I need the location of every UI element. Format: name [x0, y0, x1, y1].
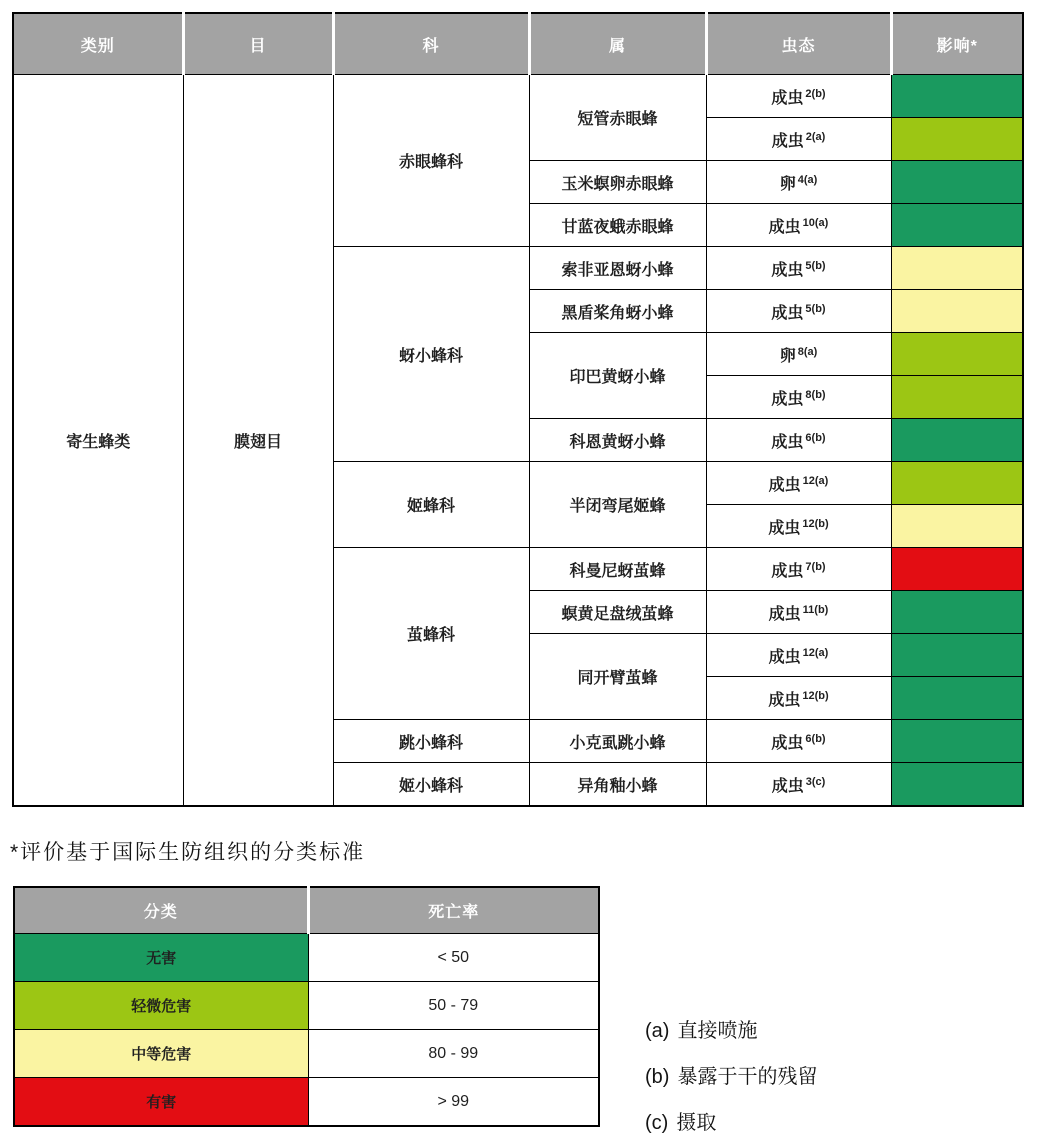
- stage-label: 成虫: [768, 605, 801, 623]
- stage-label: 成虫: [771, 132, 804, 150]
- stage-superscript: 7(b): [805, 560, 826, 573]
- impact-color-cell: [891, 376, 1023, 419]
- stage-superscript: 6(b): [805, 732, 826, 745]
- genus-cell: 科曼尼蚜茧蜂: [529, 548, 706, 591]
- stage-label: 成虫: [771, 777, 804, 795]
- exposure-note-c: [645, 1106, 817, 1135]
- column-header-category: 类别: [13, 13, 183, 75]
- column-header-order: 目: [183, 13, 333, 75]
- stage-cell: [706, 462, 891, 505]
- stage-cell: [706, 548, 891, 591]
- stage-label: 成虫: [768, 648, 801, 666]
- stage-cell: [706, 763, 891, 807]
- genus-cell: 玉米螟卵赤眼蜂: [529, 161, 706, 204]
- column-header-family: 科: [333, 13, 529, 75]
- exposure-notes: [645, 1014, 817, 1135]
- stage-superscript: 4(a): [797, 173, 818, 186]
- stage-superscript: 8(a): [797, 345, 818, 358]
- stage-superscript: 8(b): [805, 388, 826, 401]
- stage-cell: [706, 161, 891, 204]
- legend-table: [13, 886, 600, 1127]
- legend-class-cell: 中等危害: [14, 1030, 308, 1078]
- exposure-note-b: [645, 1060, 817, 1089]
- legend-row: [14, 934, 599, 982]
- header-row: [13, 13, 1023, 75]
- stage-label: 成虫: [771, 89, 804, 107]
- legend-mortality-cell: 80 - 99: [308, 1030, 599, 1078]
- genus-cell: 索非亚恩蚜小蜂: [529, 247, 706, 290]
- impact-color-cell: [891, 634, 1023, 677]
- stage-label: 成虫: [771, 390, 804, 408]
- stage-superscript: 2(b): [805, 87, 826, 100]
- impact-color-cell: [891, 419, 1023, 462]
- legend-column-header-mortality: 死亡率: [308, 887, 599, 934]
- family-cell: 姬蜂科: [333, 462, 529, 548]
- impact-color-cell: [891, 204, 1023, 247]
- stage-cell: [706, 247, 891, 290]
- order-cell: 膜翅目: [183, 75, 333, 807]
- stage-label: 卵: [779, 347, 796, 365]
- family-cell: 蚜小蜂科: [333, 247, 529, 462]
- stage-label: 成虫: [768, 519, 801, 537]
- genus-cell: 甘蓝夜蛾赤眼蜂: [529, 204, 706, 247]
- legend-mortality-cell: > 99: [308, 1078, 599, 1127]
- exposure-note-a: [645, 1014, 817, 1043]
- stage-label: 成虫: [771, 734, 804, 752]
- stage-superscript: 12(b): [802, 517, 829, 530]
- family-cell: 姬小蜂科: [333, 763, 529, 807]
- legend-mortality-cell: < 50: [308, 934, 599, 982]
- impact-color-cell: [891, 720, 1023, 763]
- exposure-note-key: (c): [645, 1112, 669, 1134]
- impact-color-cell: [891, 763, 1023, 807]
- impact-color-cell: [891, 591, 1023, 634]
- impact-color-cell: [891, 75, 1023, 118]
- stage-cell: [706, 118, 891, 161]
- exposure-note-text: 暴露于干的残留: [677, 1066, 818, 1088]
- category-cell: 寄生蜂类: [13, 75, 183, 807]
- stage-superscript: 5(b): [805, 302, 826, 315]
- impact-color-cell: [891, 333, 1023, 376]
- stage-superscript: 12(a): [802, 474, 829, 487]
- legend-row: [14, 1078, 599, 1127]
- exposure-note-key: (b): [645, 1066, 670, 1088]
- impact-color-cell: [891, 161, 1023, 204]
- stage-superscript: 3(c): [805, 775, 826, 788]
- stage-cell: [706, 634, 891, 677]
- exposure-note-text: 摄取: [676, 1112, 717, 1134]
- impact-color-cell: [891, 548, 1023, 591]
- stage-cell: [706, 204, 891, 247]
- legend-class-cell: 轻微危害: [14, 982, 308, 1030]
- genus-cell: 短管赤眼蜂: [529, 75, 706, 161]
- impact-color-cell: [891, 290, 1023, 333]
- legend-class-cell: 无害: [14, 934, 308, 982]
- stage-superscript: 5(b): [805, 259, 826, 272]
- legend-row: [14, 982, 599, 1030]
- column-header-stage: 虫态: [706, 13, 891, 75]
- stage-superscript: 2(a): [805, 130, 826, 143]
- stage-label: 成虫: [771, 261, 804, 279]
- impact-color-cell: [891, 505, 1023, 548]
- stage-label: 成虫: [768, 476, 801, 494]
- impact-color-cell: [891, 247, 1023, 290]
- genus-cell: 同开臂茧蜂: [529, 634, 706, 720]
- legend-mortality-cell: 50 - 79: [308, 982, 599, 1030]
- stage-cell: [706, 419, 891, 462]
- stage-label: 成虫: [771, 304, 804, 322]
- stage-superscript: 11(b): [802, 603, 829, 616]
- exposure-note-text: 直接喷施: [677, 1020, 758, 1042]
- impact-color-cell: [891, 677, 1023, 720]
- legend-header-row: [14, 887, 599, 934]
- genus-cell: 异角釉小蜂: [529, 763, 706, 807]
- genus-cell: 印巴黄蚜小蜂: [529, 333, 706, 419]
- genus-cell: 科恩黄蚜小蜂: [529, 419, 706, 462]
- legend-column-header-class: 分类: [14, 887, 308, 934]
- rating-footnote: *评价基于国际生防组织的分类标准: [10, 841, 366, 864]
- exposure-note-key: (a): [645, 1020, 670, 1042]
- stage-label: 成虫: [768, 218, 801, 236]
- stage-cell: [706, 677, 891, 720]
- column-header-impact: 影响*: [891, 13, 1023, 75]
- legend-class-cell: 有害: [14, 1078, 308, 1127]
- stage-cell: [706, 75, 891, 118]
- impact-color-cell: [891, 118, 1023, 161]
- stage-label: 成虫: [771, 433, 804, 451]
- stage-cell: [706, 591, 891, 634]
- genus-cell: 小克虱跳小蜂: [529, 720, 706, 763]
- stage-cell: [706, 505, 891, 548]
- stage-cell: [706, 720, 891, 763]
- genus-cell: 螟黄足盘绒茧蜂: [529, 591, 706, 634]
- impact-color-cell: [891, 462, 1023, 505]
- stage-label: 成虫: [771, 562, 804, 580]
- stage-superscript: 6(b): [805, 431, 826, 444]
- stage-superscript: 12(b): [802, 689, 829, 702]
- genus-cell: 半闭弯尾姬蜂: [529, 462, 706, 548]
- stage-superscript: 10(a): [802, 216, 829, 229]
- family-cell: 跳小蜂科: [333, 720, 529, 763]
- stage-label: 成虫: [768, 691, 801, 709]
- stage-superscript: 12(a): [802, 646, 829, 659]
- stage-cell: [706, 290, 891, 333]
- stage-cell: [706, 333, 891, 376]
- species-row: [13, 75, 1023, 118]
- genus-cell: 黑盾桨角蚜小蜂: [529, 290, 706, 333]
- stage-label: 卵: [779, 175, 796, 193]
- family-cell: 赤眼蜂科: [333, 75, 529, 247]
- legend-row: [14, 1030, 599, 1078]
- stage-cell: [706, 376, 891, 419]
- column-header-genus: 属: [529, 13, 706, 75]
- family-cell: 茧蜂科: [333, 548, 529, 720]
- impact-table: [12, 12, 1024, 807]
